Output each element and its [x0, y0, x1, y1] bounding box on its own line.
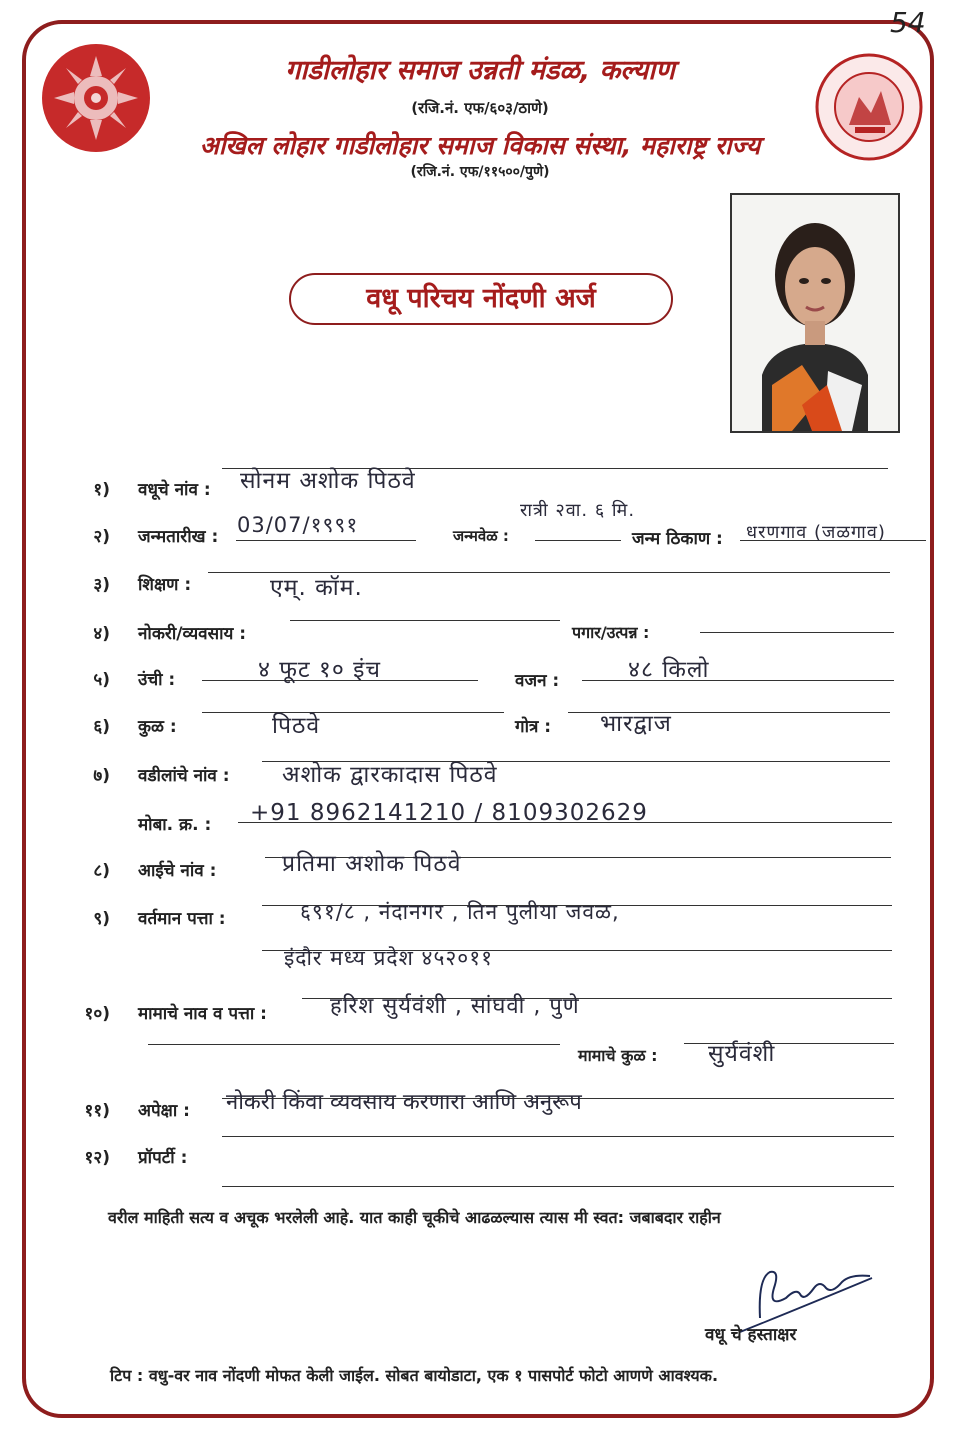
expectations-value[interactable]: नोकरी किंवा व्यवसाय करणारा आणि अनुरूप	[226, 1090, 582, 1115]
fill-line	[700, 632, 894, 633]
field-number: ३)	[93, 575, 110, 595]
bride-name-value[interactable]: सोनम अशोक पिठवे	[240, 468, 416, 494]
birth-place-value[interactable]: धरणगाव (जळगाव)	[746, 522, 886, 543]
fill-line	[222, 1136, 894, 1137]
uncle-clan-value[interactable]: सुर्यवंशी	[708, 1041, 776, 1067]
fill-line	[222, 1186, 894, 1187]
field-number: ५)	[93, 670, 110, 690]
signature-label: वधू चे हस्ताक्षर	[705, 1325, 797, 1345]
fill-line	[290, 620, 560, 621]
uncle-clan-label: मामाचे कुळ :	[578, 1046, 658, 1065]
weight-value[interactable]: ४८ किलो	[628, 657, 710, 683]
footer-note: टिप : वधु-वर नाव नोंदणी मोफत केली जाईल. सोबत बायोडाटा, एक १ पासपोर्ट फोटो आणणे आवश्यक.	[110, 1366, 719, 1385]
org2-name: अखिल लोहार गाडीलोहार समाज विकास संस्था, महाराष्ट्र राज्य	[199, 131, 761, 160]
fill-line	[236, 540, 416, 541]
birth-date-value[interactable]: 03/07/१९९१	[237, 513, 359, 537]
field-number: १)	[93, 480, 110, 500]
uncle-name-value[interactable]: हरिश सुर्यवंशी , सांघवी , पुणे	[330, 994, 580, 1019]
field-label: वधूचे नांव :	[138, 480, 211, 500]
gotra-value[interactable]: भारद्वाज	[600, 711, 672, 737]
field-label: प्रॉपर्टी :	[138, 1148, 188, 1168]
field-label: नोकरी/व्यवसाय :	[138, 624, 247, 644]
clan-value[interactable]: पिठवे	[272, 713, 321, 739]
org-name: गाडीलोहार समाज उन्नती मंडळ, कल्याण	[285, 55, 675, 86]
father-name-value[interactable]: अशोक द्वारकादास पिठवे	[282, 762, 498, 788]
address-line1-value[interactable]: ६९१/८ , नंदानगर , तिन पुलीया जवळ,	[300, 900, 620, 924]
birth-time-label: जन्मवेळ :	[453, 527, 509, 545]
field-label: उंची :	[138, 670, 176, 690]
declaration-text: वरील माहिती सत्य व अचूक भरलेली आहे. यात काही चूकीचे आढळल्यास त्यास मी स्वत: जबाबदार राहीन	[108, 1208, 721, 1227]
org2-registration: (रजि.नं. एफ/११५००/पुणे)	[410, 164, 550, 180]
mobile-value[interactable]: +91 8962141210 / 8109302629	[250, 800, 648, 826]
field-label: अपेक्षा :	[138, 1101, 190, 1121]
page-number: 54	[890, 6, 926, 39]
field-number: १०)	[84, 1004, 110, 1024]
fill-line	[148, 1044, 560, 1045]
field-number: ११)	[84, 1101, 110, 1121]
fill-line	[202, 712, 504, 713]
field-number: ८)	[93, 861, 110, 881]
org-registration: (रजि.नं. एफ/६०३/ठाणे)	[411, 99, 549, 117]
gotra-label: गोत्र :	[515, 717, 552, 737]
field-label: वडीलांचे नांव :	[138, 766, 230, 786]
field-label: आईचे नांव :	[138, 861, 217, 881]
mother-name-value[interactable]: प्रतिमा अशोक पिठवे	[282, 851, 462, 877]
field-number: ६)	[93, 717, 110, 737]
education-value[interactable]: एम्. कॉम.	[270, 575, 363, 601]
birth-time-value[interactable]: रात्री २वा. ६ मि.	[520, 500, 636, 521]
fill-line	[535, 540, 621, 541]
weight-label: वजन :	[515, 671, 560, 691]
form-title: वधू परिचय नोंदणी अर्ज	[289, 273, 673, 325]
field-number: ७)	[93, 766, 110, 786]
height-value[interactable]: ४ फूट १० इंच	[258, 657, 382, 683]
field-number: ४)	[93, 624, 110, 644]
field-label: शिक्षण :	[138, 575, 192, 595]
field-number: ९)	[93, 909, 110, 929]
field-label: जन्मतारीख :	[138, 527, 219, 547]
field-label: कुळ :	[138, 717, 177, 737]
birth-place-label: जन्म ठिकाण :	[632, 529, 723, 549]
field-number: १२)	[84, 1148, 110, 1168]
address-line2-value[interactable]: इंदौर मध्य प्रदेश ४५२०११	[284, 946, 494, 970]
field-label: वर्तमान पत्ता :	[138, 909, 226, 929]
field-label: मामाचे नाव व पत्ता :	[138, 1004, 267, 1024]
passport-photo	[730, 193, 900, 433]
income-label: पगार/उत्पन्न :	[572, 623, 650, 642]
field-number: २)	[93, 527, 110, 547]
mobile-label: मोबा. क्र. :	[138, 815, 212, 835]
